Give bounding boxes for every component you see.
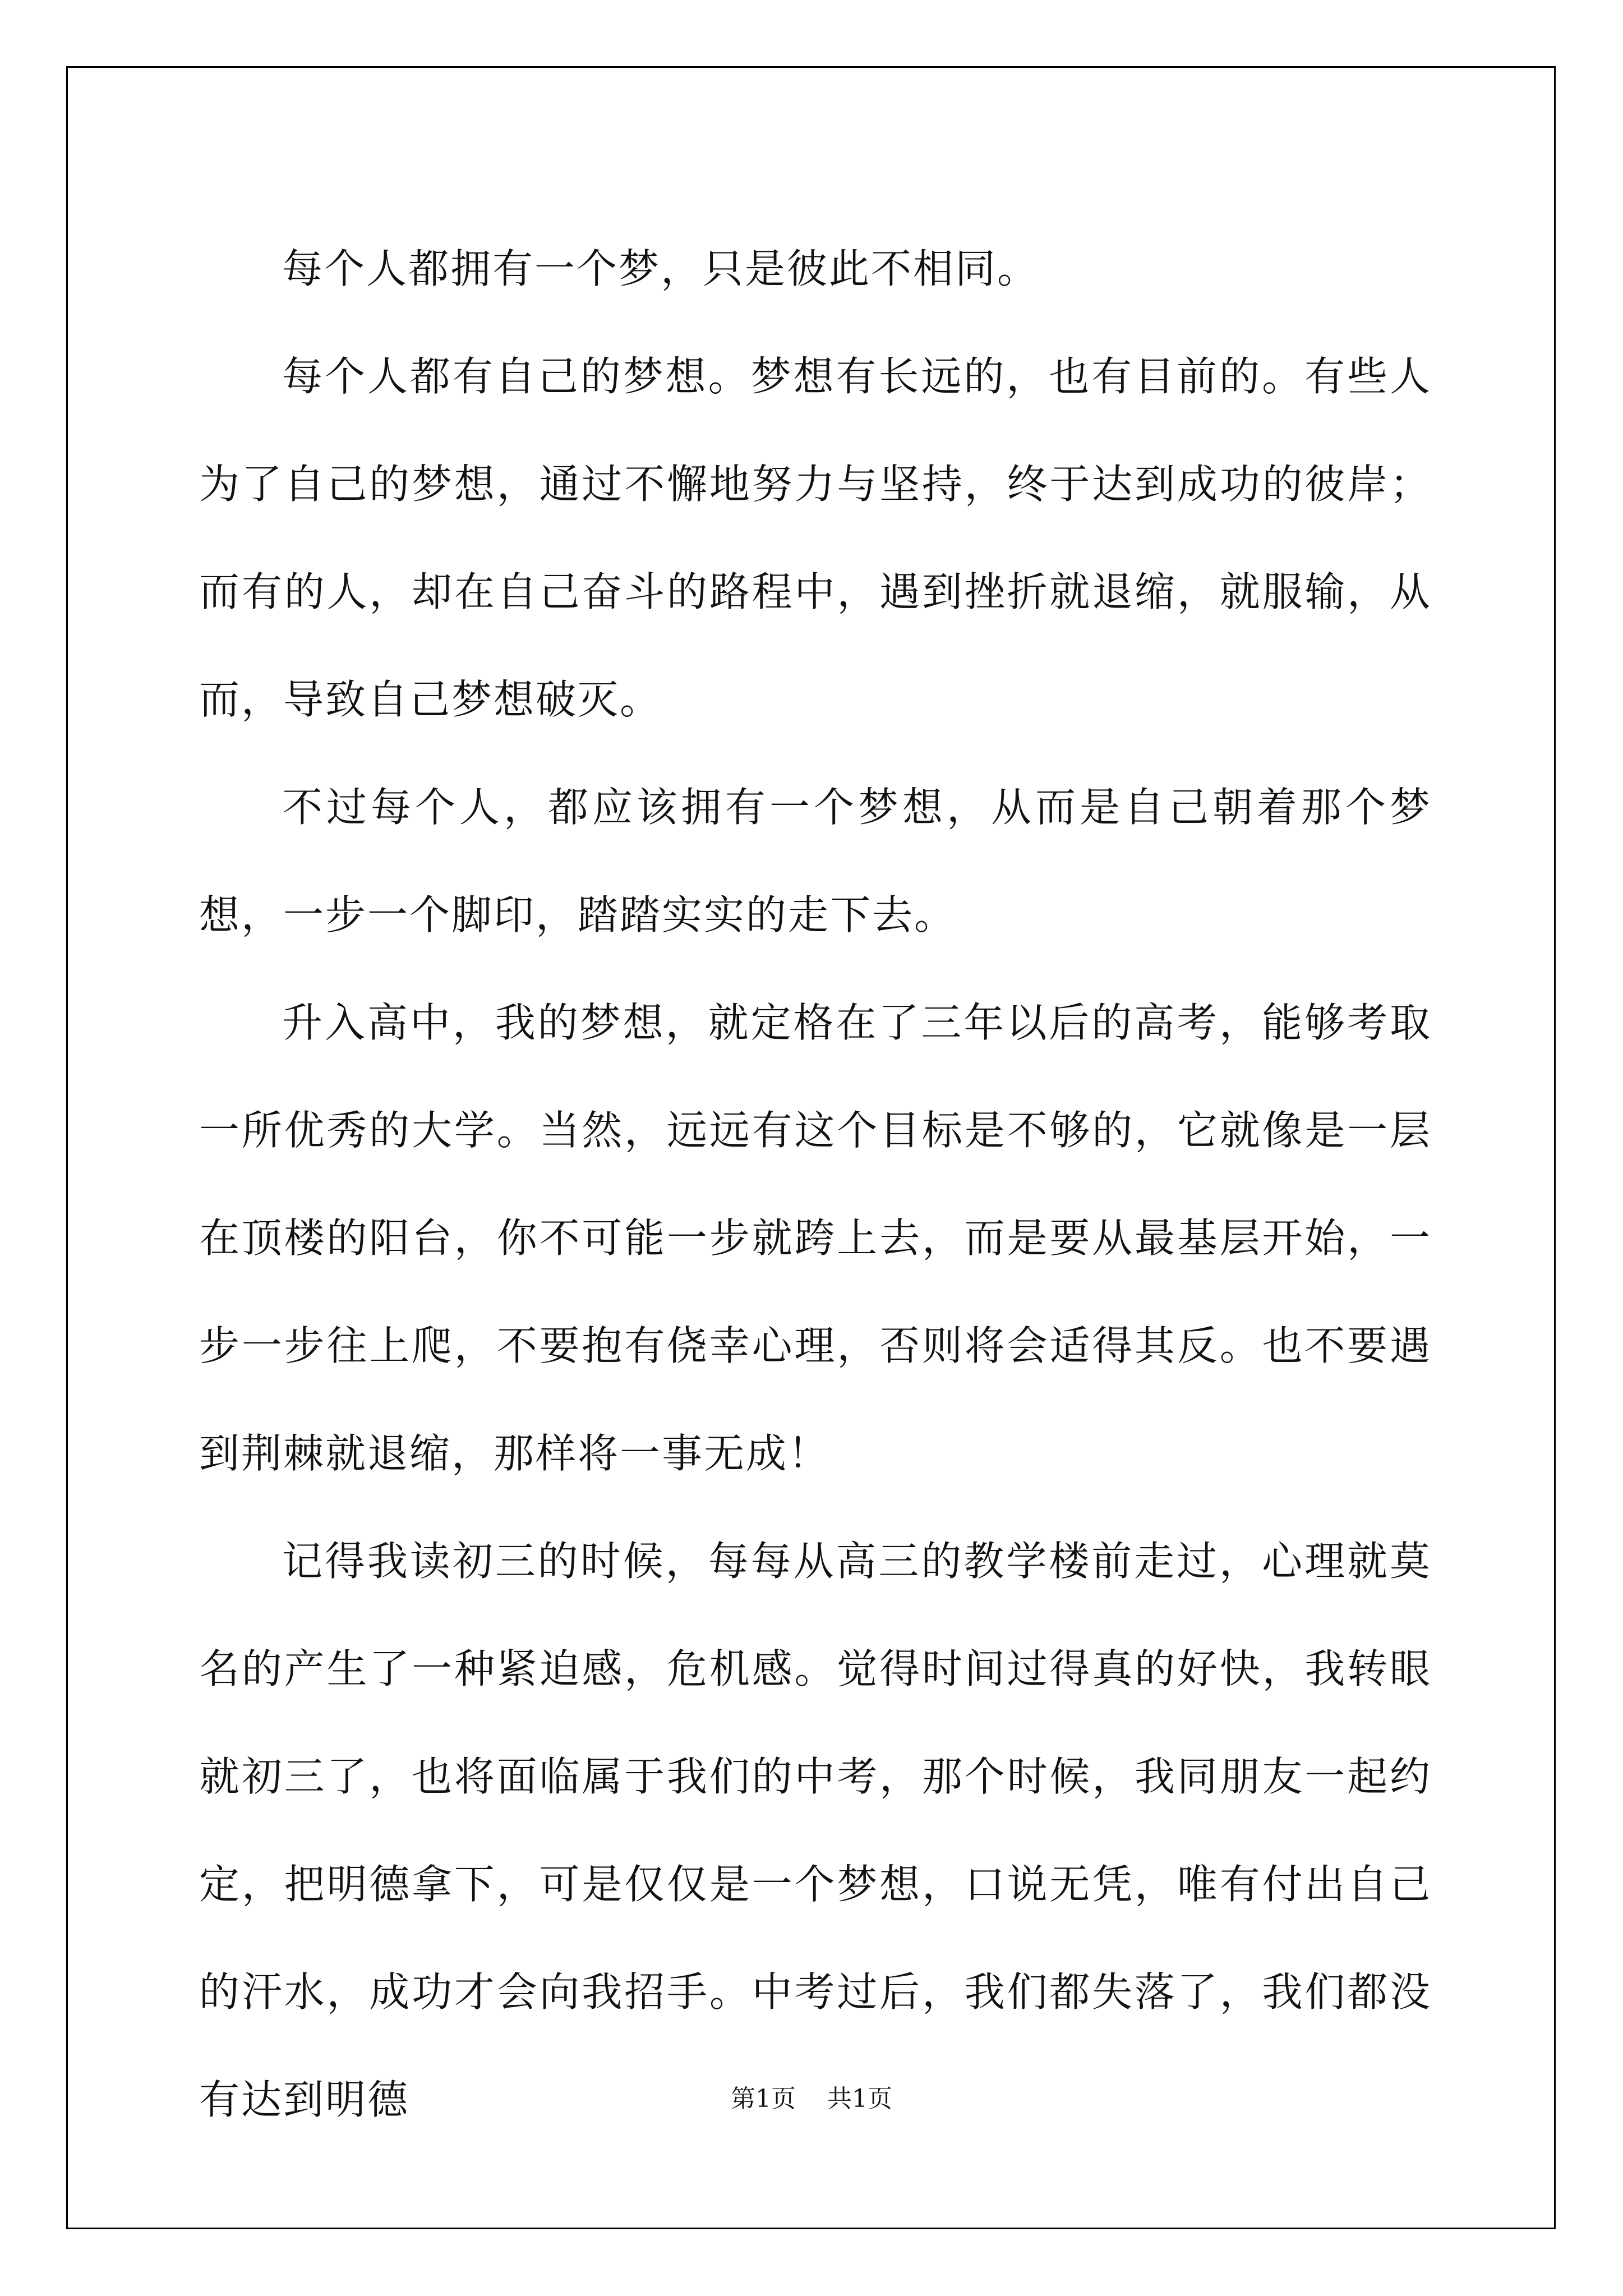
page-number-current: 第1页 [731,2085,796,2113]
paragraph-4: 升入高中，我的梦想，就定格在了三年以后的高考，能够考取一所优秀的大学。当然，远远有这个目标是不够的，它就像是一层在顶楼的阳台，你不可能一步就跨上去，而是要从最基层开始，一步一步往上爬，不要抱有侥幸心理，否则将会适得其反。也不要遇到荆棘就退缩，那样将一事无成！ [199,999,1432,1477]
paragraph-5: 记得我读初三的时候，每每从高三的教学楼前走过，心理就莫名的产生了一种紧迫感，危机感。觉得时间过得真的好快，我转眼就初三了，也将面临属于我们的中考，那个时候，我同朋友一起约定，把明德拿下，可是仅仅是一个梦想，口说无凭，唯有付出自己的汗水，成功才会向我招手。中考过后，我们都失落了，我们都没有达到明德 [199,1538,1432,2123]
document-body [199,215,1432,2154]
page-number-total: 共1页 [827,2085,892,2113]
paragraph-3: 不过每个人，都应该拥有一个梦想，从而是自己朝着那个梦想，一步一个脚印，踏踏实实的走下去。 [199,784,1432,938]
paragraph-2: 每个人都有自己的梦想。梦想有长远的，也有目前的。有些人为了自己的梦想，通过不懈地努力与坚持，终于达到成功的彼岸；而有的人，却在自己奋斗的路程中，遇到挫折就退缩，就服输，从而，导致自己梦想破灭。 [199,353,1432,723]
page-footer [0,2082,1623,2116]
paragraph-1: 每个人都拥有一个梦，只是彼此不相同。 [282,245,1040,292]
